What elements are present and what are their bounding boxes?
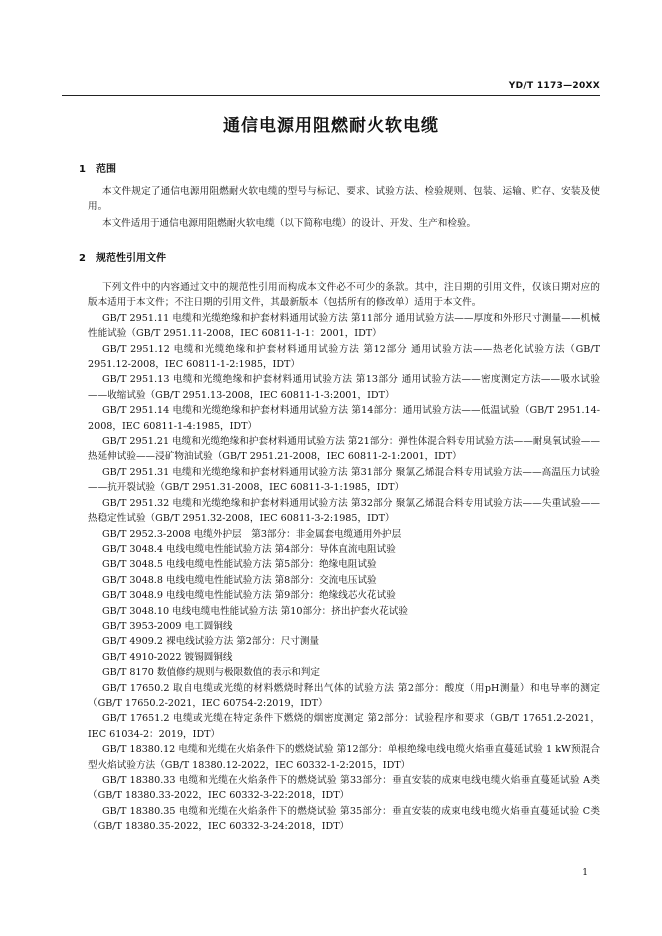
reference-item: GB/T 3953-2009 电工圆铜线 xyxy=(102,620,233,632)
reference-item: GB/T 18380.35 电缆和光缆在火焰条件下的燃烧试验 第35部分：垂直安装的成束电线电缆火焰垂直蔓延试验 C类（GB/T 18380.35-2022，IEC 60332-3-24:2018，IDT） xyxy=(88,805,600,833)
reference-item: GB/T 8170 数值修约规则与极限数值的表示和判定 xyxy=(102,667,320,679)
scope-paragraph-2: 本文件适用于通信电源用阻燃耐火软电缆（以下简称电缆）的设计、开发、生产和检验。 xyxy=(102,218,477,229)
reference-item: GB/T 3048.9 电线电缆电性能试验方法 第9部分：绝缘线芯火花试验 xyxy=(102,590,396,602)
section-2-heading xyxy=(79,249,166,264)
reference-item: GB/T 2952.3-2008 电缆外护层 第3部分：非金属套电缆通用外护层 xyxy=(102,528,402,540)
reference-item: GB/T 18380.12 电缆和光缆在火焰条件下的燃烧试验 第12部分：单根绝缘电线电缆火焰垂直蔓延试验 1 kW预混合型火焰试验方法（GB/T 18380.12-2022，IEC 60332-1-2:2015，IDT） xyxy=(88,744,600,771)
reference-item: GB/T 2951.13 电缆和光缆绝缘和护套材料通用试验方法 第13部分 通用试验方法——密度测定方法——吸水试验——收缩试验（GB/T 2951.13-2008，IEC 60811-1-3:2001，IDT） xyxy=(88,374,600,401)
section-2-title: 规范性引用文件 xyxy=(96,253,166,264)
reference-item: GB/T 2951.21 电缆和光缆绝缘和护套材料通用试验方法 第21部分：弹性体混合料专用试验方法——耐臭氧试验——热延伸试验——浸矿物油试验（GB/T 2951.21-2008，IEC 60811-2-1:2001，IDT） xyxy=(88,436,600,463)
scope-paragraph-1: 本文件规定了通信电源用阻燃耐火软电缆的型号与标记、要求、试验方法、检验规则、包装、运输、贮存、安装及使用。 xyxy=(88,186,600,213)
reference-item: GB/T 3048.4 电线电缆电性能试验方法 第4部分：导体直流电阻试验 xyxy=(102,543,396,555)
reference-item: GB/T 2951.32 电缆和光缆绝缘和护套材料通用试验方法 第32部分 聚氯乙烯混合料专用试验方法——失重试验——热稳定性试验（GB/T 2951.32-2008，IEC 60811-3-2:1985，IDT） xyxy=(88,497,600,525)
normative-references xyxy=(88,280,600,835)
reference-item: GB/T 18380.33 电缆和光缆在火焰条件下的燃烧试验 第33部分：垂直安装的成束电线电缆火焰垂直蔓延试验 A类（GB/T 18380.33-2022，IEC 60332-3-22:2018，IDT） xyxy=(88,775,600,802)
reference-item: GB/T 3048.8 电线电缆电性能试验方法 第8部分：交流电压试验 xyxy=(102,574,377,586)
reference-item: GB/T 2951.12 电缆和光缆绝缘和护套材料通用试验方法 第12部分 通用试验方法——热老化试验方法（GB/T 2951.12-2008，IEC 60811-1-2:1985，IDT） xyxy=(88,343,600,371)
page-number: 1 xyxy=(582,868,588,878)
reference-item: GB/T 3048.10 电线电缆电性能试验方法 第10部分：挤出护套火花试验 xyxy=(102,605,409,617)
reference-item: GB/T 3048.5 电线电缆电性能试验方法 第5部分：绝缘电阻试验 xyxy=(102,559,377,571)
section-2-number: 2 xyxy=(79,253,86,264)
reference-item: GB/T 2951.31 电缆和光缆绝缘和护套材料通用试验方法 第31部分 聚氯乙烯混合料专用试验方法——高温压力试验——抗开裂试验（GB/T 2951.31-2008，IEC 60811-3-1:1985，IDT） xyxy=(88,466,600,494)
section-1-title: 范围 xyxy=(96,164,116,175)
reference-item: GB/T 2951.14 电缆和光缆绝缘和护套材料通用试验方法 第14部分：通用试验方法——低温试验（GB/T 2951.14-2008，IEC 60811-1-4:1985，IDT） xyxy=(88,405,600,432)
reference-item: GB/T 4909.2 裸电线试验方法 第2部分：尺寸测量 xyxy=(102,636,320,648)
reference-item: GB/T 17650.2 取自电缆或光缆的材料燃烧时释出气体的试验方法 第2部分：酸度（用pH测量）和电导率的测定（GB/T 17650.2-2021，IEC 60754-2:2019，IDT） xyxy=(88,682,600,709)
reference-item: GB/T 2951.11 电缆和光缆绝缘和护套材料通用试验方法 第11部分 通用试验方法——厚度和外形尺寸测量——机械性能试验（GB/T 2951.11-2008，IEC 60811-1-1：2001，IDT） xyxy=(88,312,600,340)
reference-item: GB/T 4910-2022 镀锡圆铜线 xyxy=(102,651,233,663)
references-intro: 下列文件中的内容通过文中的规范性引用而构成本文件必不可少的条款。其中，注日期的引用文件，仅该日期对应的版本适用于本文件；不注日期的引用文件，其最新版本（包括所有的修改单）适用于本文件。 xyxy=(88,282,600,309)
document-id: YD/T 1173—20XX xyxy=(508,81,600,91)
document-title: 通信电源用阻燃耐火软电缆 xyxy=(223,116,439,136)
reference-item: GB/T 17651.2 电缆或光缆在特定条件下燃烧的烟密度测定 第2部分：试验程序和要求（GB/T 17651.2-2021，IEC 61034-2：2019，IDT） xyxy=(88,713,600,740)
header-rule xyxy=(62,95,600,96)
section-1-number: 1 xyxy=(79,164,86,175)
section-1-heading xyxy=(79,160,116,175)
